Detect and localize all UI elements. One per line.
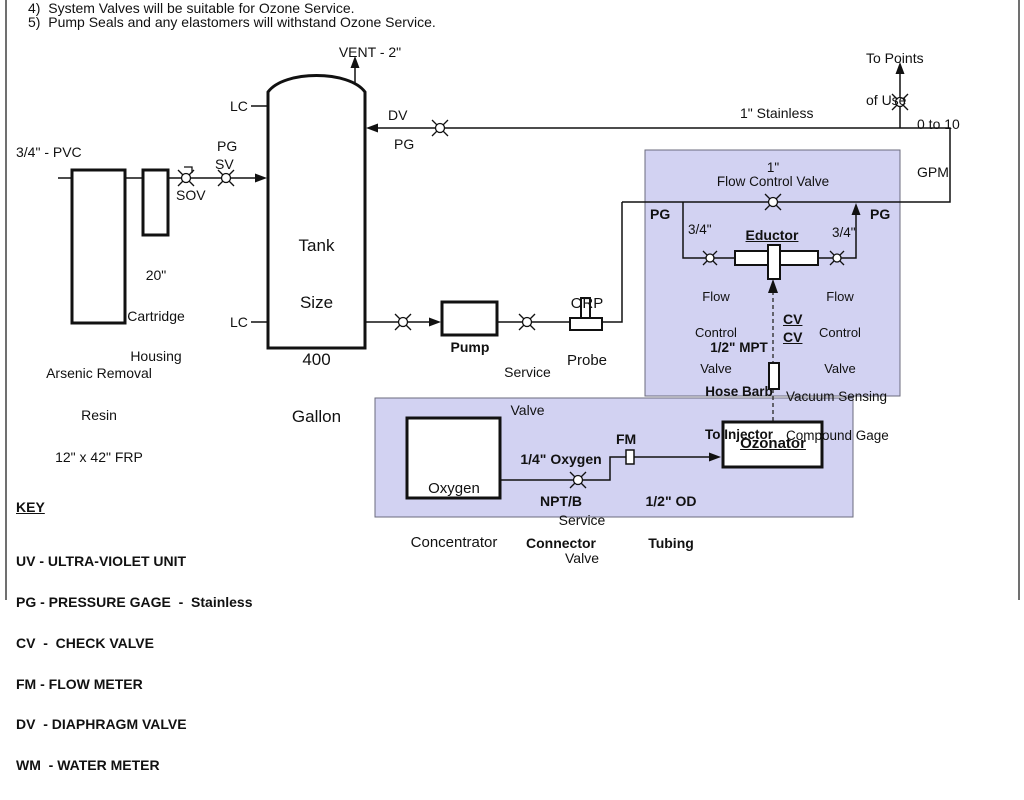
cv2-label: CV [783,329,803,345]
vacuum-gage-label: Vacuum Sensing Compound Gage [786,389,889,443]
to-points-of-use-label: To Points of Use [866,50,924,108]
flow-meter-icon [626,450,634,464]
tank-return-arrow-icon [366,124,378,133]
sov-actuator-icon [184,167,192,173]
branch-size-right-label: 3/4" [832,225,856,240]
note-5: 5) Pump Seals and any elastomers will withstand Ozone Service. [28,14,436,30]
key-item: UV - ULTRA-VIOLET UNIT [16,553,187,570]
panel-pg-left-label: PG [650,206,671,222]
orp-probe-label: ORP Probe [566,295,608,369]
key-item: DV - DIAPHRAGM VALVE [16,716,187,733]
cv1-label: CV [783,311,803,327]
panel-pg-right-label: PG [870,206,891,222]
fcv-left-label: Flow Control Valve [695,289,737,376]
lc-bottom-label: LC [230,314,248,330]
key-item: WM - WATER METER [16,757,160,774]
oxygen-service-valve-label: Service Valve [558,512,606,566]
main-fcv-label: Flow Control Valve [716,174,830,189]
dv-label: DV [388,107,408,123]
key-item: CV - CHECK VALVE [16,634,154,651]
pump-service-valve-label: Service Valve [504,364,551,418]
pump-box [442,302,497,335]
inlet-pipe-size-label: 3/4" - PVC [16,144,82,160]
arsenic-resin-label: Arsenic Removal Resin 12" x 42" FRP [46,365,152,465]
inlet-sv-label: SV [215,156,234,172]
gpm-label: 0 to 10 GPM [917,116,960,180]
key-legend [16,528,253,800]
note-4: 4) System Valves will be suitable for Ozone Service. [28,0,355,16]
inlet-pg-label: PG [217,138,238,154]
cartridge-housing-vessel [143,170,168,235]
key-item: PG - PRESSURE GAGE - Stainless [16,593,253,610]
oxygen-connector-label: 1/4" Oxygen NPT/B Connector [520,451,602,551]
oxygen-concentrator-label: Oxygen Concentrator [410,480,498,551]
key-title: KEY [16,499,45,515]
stainless-pipe-label: 1" Stainless [740,105,814,121]
main-fcv-size-label: 1" [766,160,780,175]
branch-size-left-label: 3/4" [688,222,712,237]
vent-label: VENT - 2" [338,44,402,60]
pump-label: Pump [450,339,490,355]
return-pg-label: PG [394,136,415,152]
tank-label: Tank Size 400 Gallon [291,236,342,426]
eductor-label: Eductor [745,227,799,243]
tubing-label: 1/2" OD Tubing [645,493,697,551]
key-item: FM - FLOW METER [16,675,143,692]
lc-top-label: LC [230,98,248,114]
fm-label: FM [616,431,637,447]
fcv-right-label: Flow Control Valve [819,289,861,376]
ozonator-label: Ozonator [740,435,806,452]
cartridge-housing-label: 20" Cartridge Housing [127,267,185,364]
pump-inlet-arrow-icon [429,318,441,327]
inlet-arrow-icon [255,174,267,183]
injector-hose-label: 1/2" MPT Hose Barb To Injector [704,340,773,442]
eductor-tube-icon [768,245,780,279]
sov-label: SOV [176,187,206,203]
